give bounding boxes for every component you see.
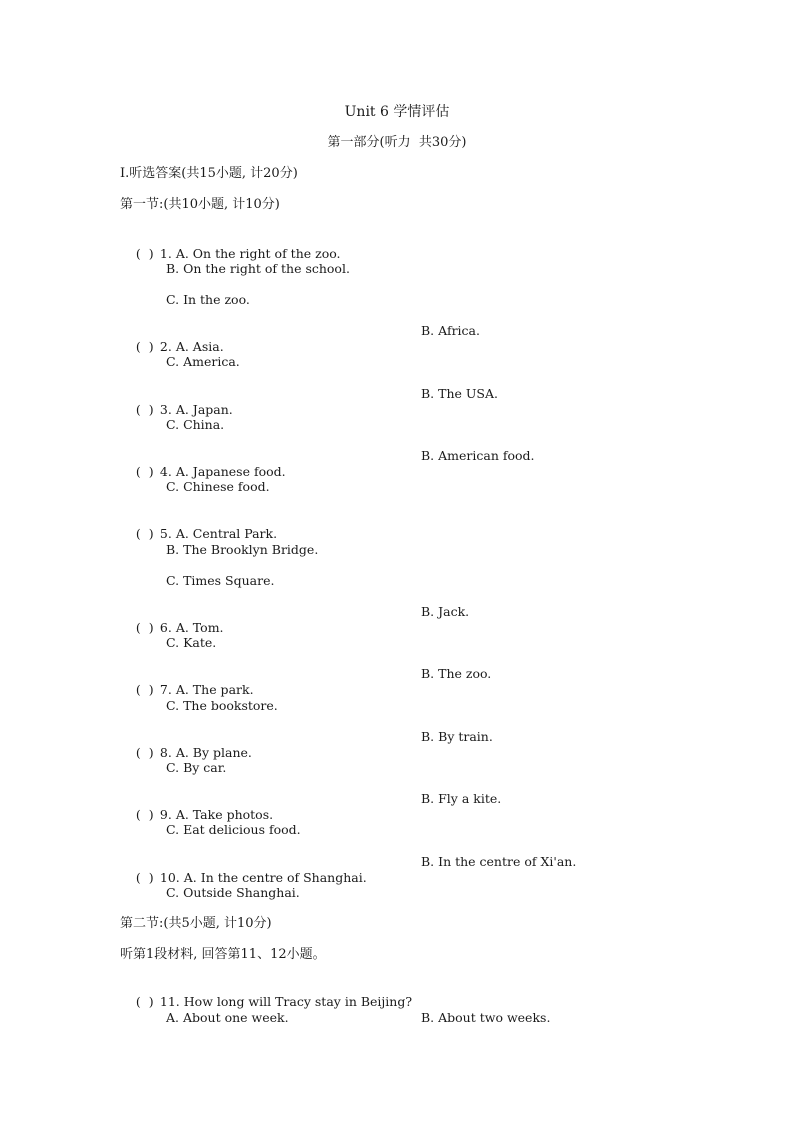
option-c: C. Chinese food. — [166, 479, 270, 494]
option-c: C. Eat delicious food. — [166, 822, 301, 837]
option-a: A. Asia. — [175, 339, 224, 354]
option-c: C. Outside Shanghai. — [166, 885, 300, 900]
option-b: B. Fly a kite. — [421, 791, 502, 806]
option-a: A. The park. — [175, 682, 254, 697]
page-title: Unit 6 学情评估 — [344, 104, 450, 120]
option-c: C. Times Square. — [166, 573, 275, 588]
option-a: A. Tom. — [175, 620, 224, 635]
question-number: 3. — [159, 402, 172, 417]
option-c: C. China. — [166, 417, 225, 432]
option-a: A. Take photos. — [175, 807, 274, 822]
answer-blank[interactable]: ( ) — [135, 402, 154, 417]
option-a: A. On the right of the zoo. — [175, 246, 341, 261]
option-b: B. In the centre of Xi'an. — [421, 854, 577, 869]
option-c: C. Kate. — [166, 635, 217, 650]
option-b: B. About two weeks. — [421, 1010, 551, 1025]
question-number: 11. — [159, 994, 180, 1009]
option-b: B. Jack. — [421, 604, 470, 619]
question-number: 4. — [159, 464, 172, 479]
option-b: B. On the right of the school. — [166, 261, 350, 276]
answer-blank[interactable]: ( ) — [135, 682, 154, 697]
answer-blank[interactable]: ( ) — [135, 526, 154, 541]
option-b: B. The zoo. — [421, 666, 492, 681]
option-c: C. By car. — [166, 760, 227, 775]
answer-blank[interactable]: ( ) — [135, 807, 154, 822]
option-c: C. The bookstore. — [166, 698, 278, 713]
question-number: 5. — [159, 526, 172, 541]
answer-blank[interactable]: ( ) — [135, 464, 154, 479]
answer-blank[interactable]: ( ) — [135, 994, 154, 1009]
answer-blank[interactable]: ( ) — [135, 870, 154, 885]
option-b: B. The USA. — [421, 386, 498, 401]
section-heading: Ⅰ.听选答案(共15小题, 计20分) — [120, 166, 298, 181]
part-heading: 第一部分(听力 共30分) — [327, 135, 467, 150]
answer-blank[interactable]: ( ) — [135, 339, 154, 354]
option-c: C. America. — [166, 354, 240, 369]
option-a: A. Japan. — [175, 402, 233, 417]
option-b: B. By train. — [421, 729, 493, 744]
question-number: 10. — [159, 870, 180, 885]
option-c: C. In the zoo. — [166, 292, 250, 307]
option-a: A. About one week. — [166, 1010, 289, 1025]
question-number: 2. — [159, 339, 172, 354]
question-number: 9. — [159, 807, 172, 822]
option-a: A. Central Park. — [175, 526, 278, 541]
question-number: 8. — [159, 745, 172, 760]
option-a: A. In the centre of Shanghai. — [183, 870, 367, 885]
subsection-heading-2: 第二节:(共5小题, 计10分) — [120, 916, 272, 931]
answer-blank[interactable]: ( ) — [135, 246, 154, 261]
answer-blank[interactable]: ( ) — [135, 745, 154, 760]
subsection-heading-1: 第一节:(共10小题, 计10分) — [120, 197, 280, 212]
question-number: 7. — [159, 682, 172, 697]
question-number: 1. — [159, 246, 172, 261]
answer-blank[interactable]: ( ) — [135, 620, 154, 635]
option-a: A. By plane. — [175, 745, 252, 760]
question-number: 6. — [159, 620, 172, 635]
option-a: A. Japanese food. — [175, 464, 286, 479]
option-b: B. Africa. — [421, 323, 480, 338]
option-b: B. American food. — [421, 448, 535, 463]
question-stem: How long will Tracy stay in Beijing? — [183, 994, 413, 1009]
passage-instruction: 听第1段材料, 回答第11、12小题。 — [120, 947, 326, 962]
option-b: B. The Brooklyn Bridge. — [166, 542, 319, 557]
